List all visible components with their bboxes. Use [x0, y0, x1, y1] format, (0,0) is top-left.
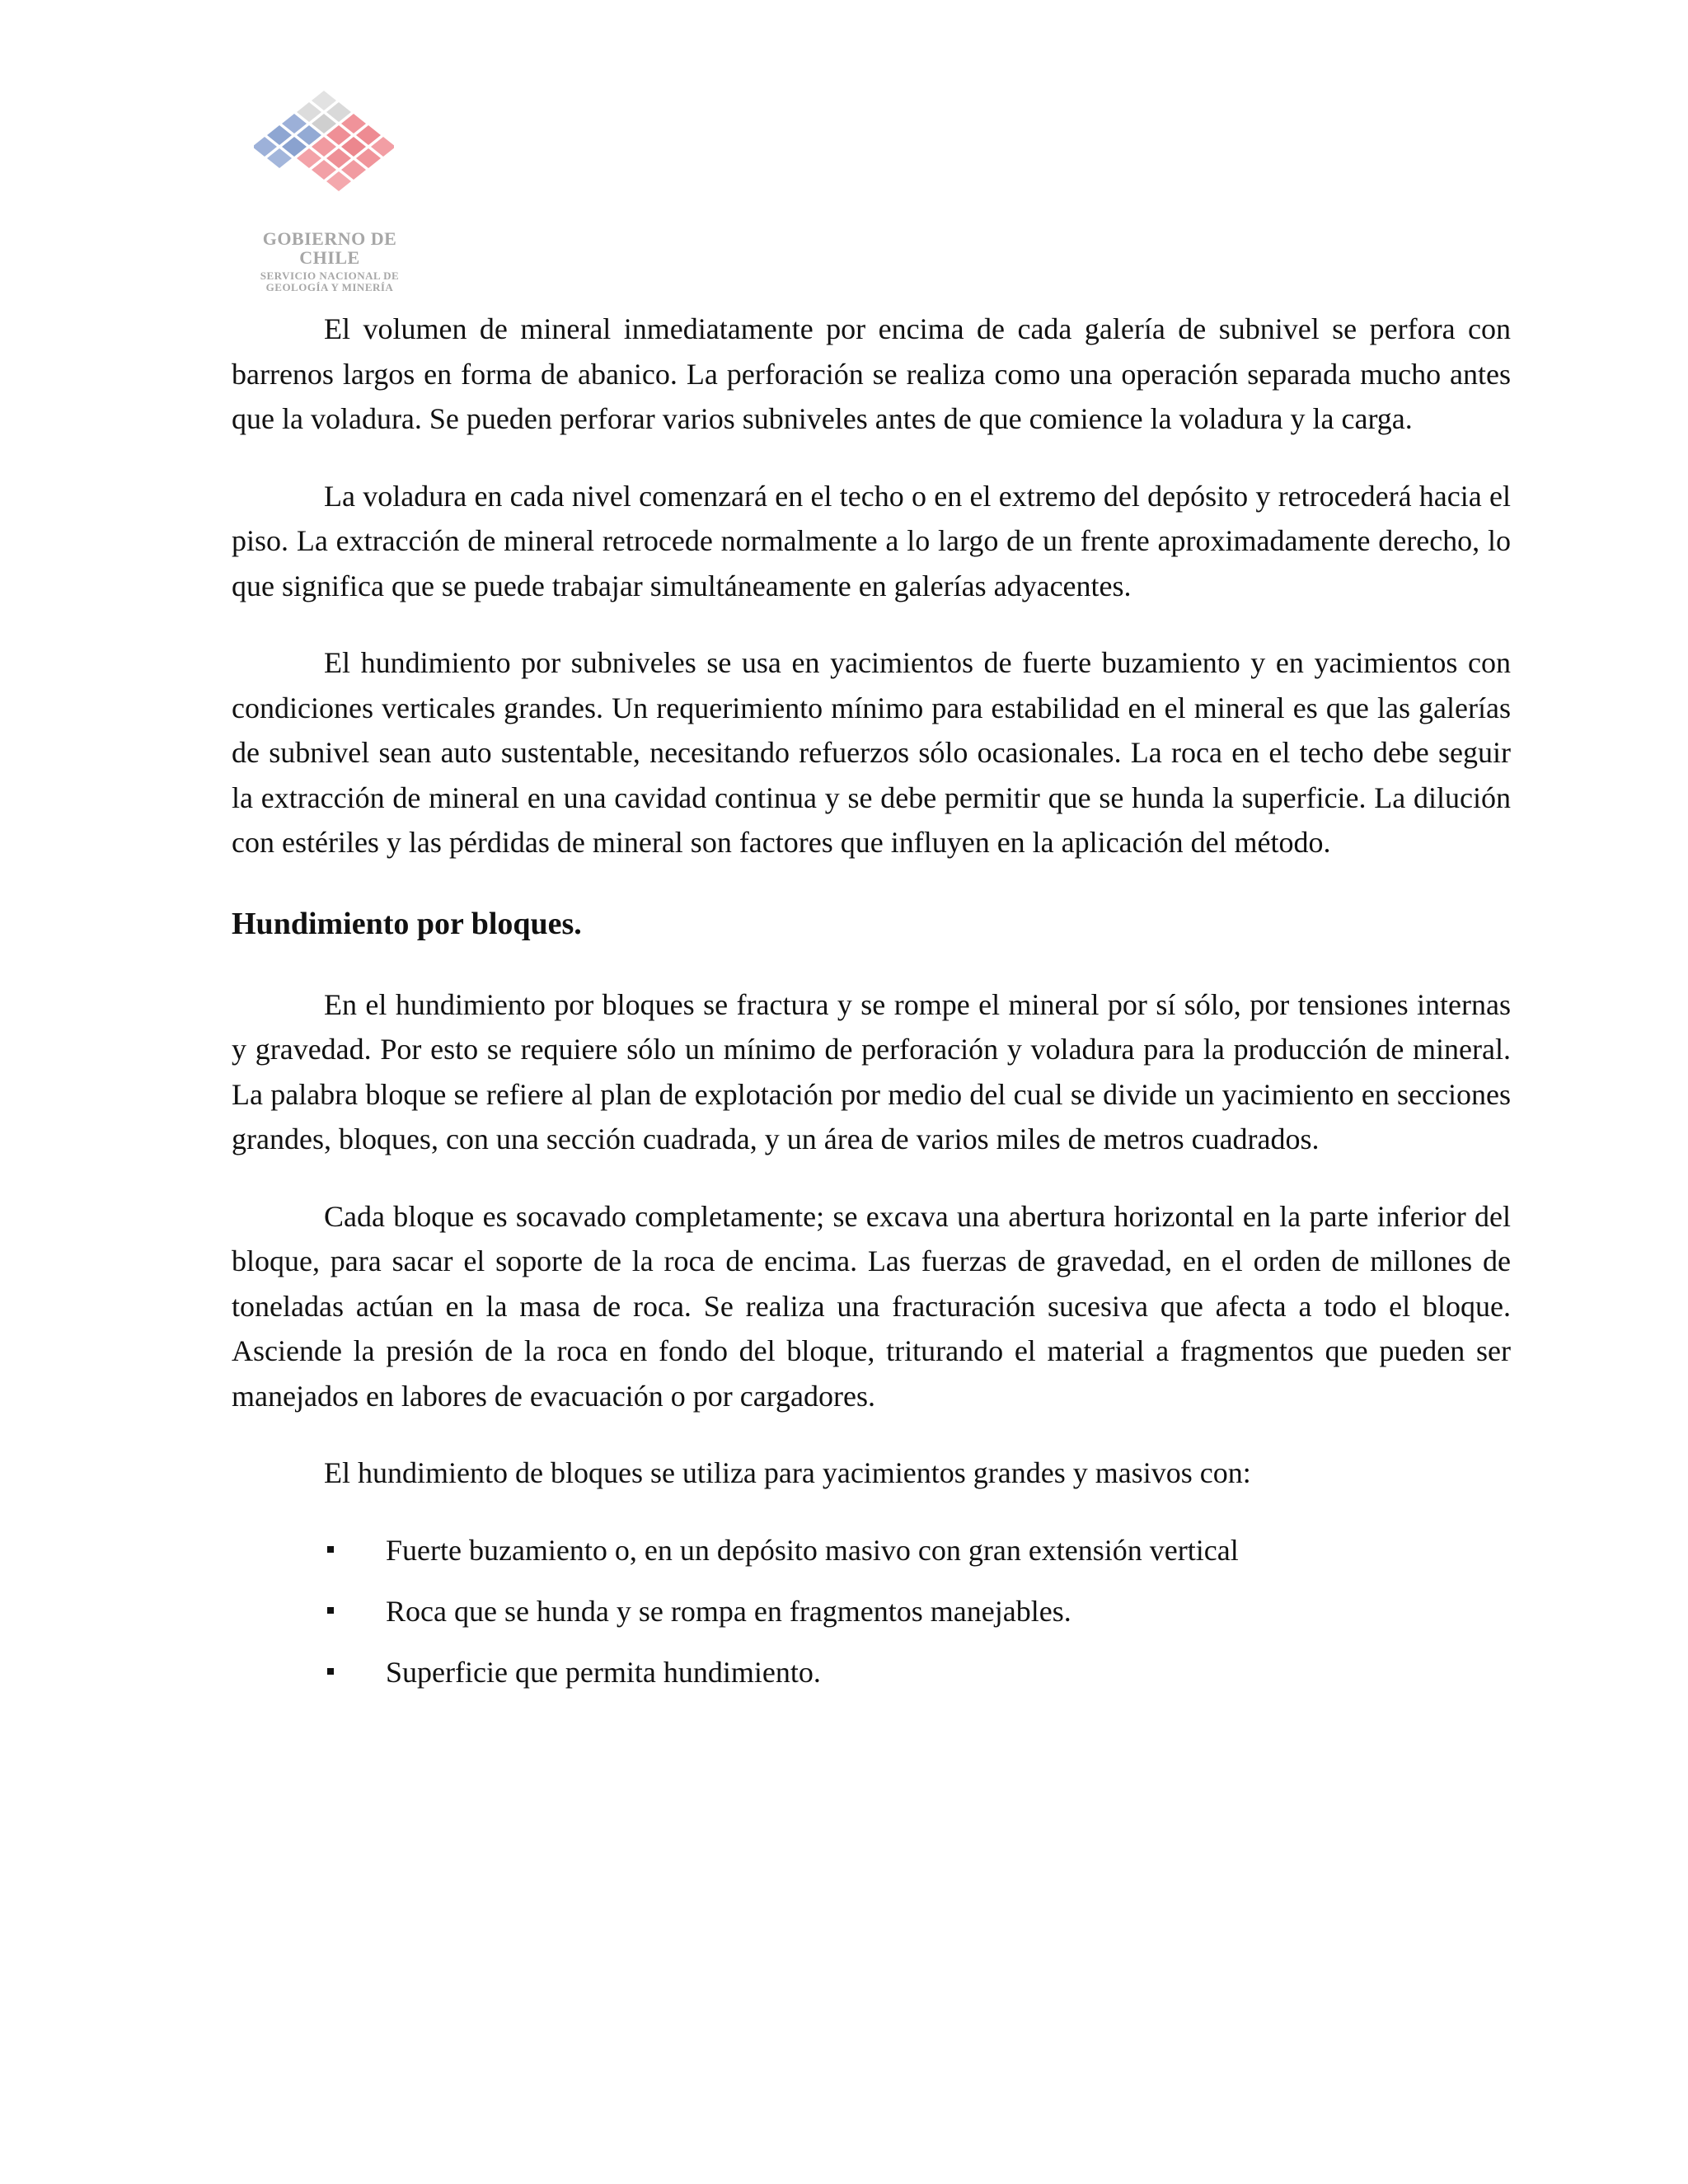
paragraph: El hundimiento de bloques se utiliza para yacimientos grandes y masivos con: — [324, 1456, 1251, 1489]
bullet-list — [232, 1528, 1511, 1694]
list-item-text: Fuerte buzamiento o, en un depósito masivo con gran extensión vertical — [386, 1533, 1239, 1567]
list-item-text: Roca que se hunda y se rompa en fragmentos manejables. — [386, 1594, 1071, 1628]
section-heading: Hundimiento por bloques. — [232, 906, 582, 941]
paragraph: Cada bloque es socavado completamente; se excava una abertura horizontal en la parte inferior del bloque, para sacar el soporte de la roca de encima. Las fuerzas de gravedad, en el orden de millones de toneladas actúan en la masa de roca. Se realiza una fracturación sucesiva que afecta a todo el bloque. Asciende la presión de la roca en fondo del bloque, triturando el material a fragmentos que pueden ser manejados en labores de evacuación o por cargadores. — [232, 1199, 1511, 1413]
list-item-text: Superficie que permita hundimiento. — [386, 1655, 821, 1689]
list-item — [232, 1650, 1511, 1694]
header-logo — [231, 89, 429, 293]
paragraph: La voladura en cada nivel comenzará en el techo o en el extremo del depósito y retrocederá hacia el piso. La extracción de mineral retrocede normalmente a lo largo de un frente aproximadamente derecho, lo que significa que se puede trabajar simultáneamente en galerías adyacentes. — [232, 479, 1511, 602]
square-bullet-icon — [327, 1668, 334, 1675]
paragraph: En el hundimiento por bloques se fractura y se rompe el mineral por sí sólo, por tensiones internas y gravedad. Por esto se requiere sólo un mínimo de perforación y voladura para la producción de mineral. La palabra bloque se refiere al plan de explotación por medio del cual se divide un yacimiento en secciones grandes, bloques, con una sección cuadrada, y un área de varios miles de metros cuadrados. — [232, 987, 1511, 1155]
list-item — [232, 1528, 1511, 1572]
logo-line-geologia: GEOLOGÍA Y MINERÍA — [265, 280, 394, 293]
list-item — [232, 1589, 1511, 1633]
logo-line-gobierno: GOBIERNO DE CHILE — [262, 228, 397, 269]
paragraph: El volumen de mineral inmediatamente por encima de cada galería de subnivel se perfora con barrenos largos en forma de abanico. La perforación se realiza como una operación separada mucho antes que la voladura. Se pueden perforar varios subniveles antes de que comience la voladura y la carga. — [232, 312, 1511, 435]
gobierno-de-chile-diamond-icon — [254, 89, 394, 229]
document-body — [232, 307, 1511, 1711]
square-bullet-icon — [327, 1607, 334, 1614]
logo-line-servicio: SERVICIO NACIONAL DE — [260, 269, 400, 283]
logo-caption — [231, 229, 429, 293]
paragraph: El hundimiento por subniveles se usa en yacimientos de fuerte buzamiento y en yacimientos con condiciones verticales grandes. Un requerimiento mínimo para estabilidad en el mineral es que las galerías de subnivel sean auto sustentable, necesitando refuerzos sólo ocasionales. La roca en el techo debe seguir la extracción de mineral en una cavidad continua y se debe permitir que se hunda la superficie. La dilución con estériles y las pérdidas de mineral son factores que influyen en la aplicación del método. — [232, 646, 1511, 859]
square-bullet-icon — [327, 1546, 334, 1553]
